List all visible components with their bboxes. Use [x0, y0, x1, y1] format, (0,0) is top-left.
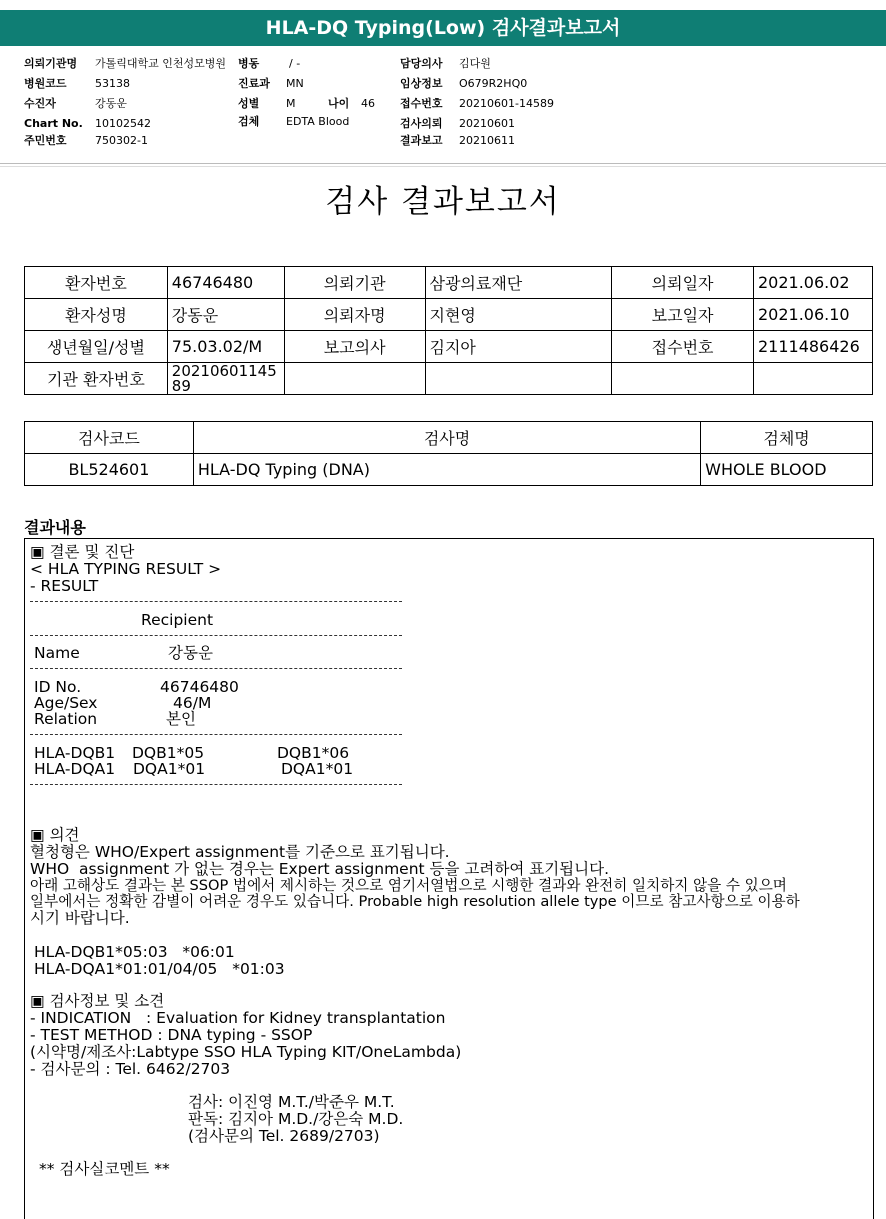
institution-value: 가톨릭대학교 인천성모병원 [95, 57, 227, 70]
header-divider-2 [0, 166, 886, 167]
dqa1-allele-2: DQA1*01 [281, 760, 354, 778]
requesting-org-label: 의뢰기관 [284, 267, 425, 299]
request-date-label: 검사의뢰 [400, 117, 443, 130]
hospital-code-value: 53138 [95, 77, 130, 90]
high-res-dqa1: HLA-DQA1*01:01/04/05 *01:03 [34, 960, 285, 978]
age-sex-value: 46/M [173, 694, 212, 712]
table-header-row [25, 422, 873, 454]
conclusion-heading: ▣ 결론 및 진단 [30, 543, 135, 561]
test-code-header: 검사코드 [25, 422, 194, 454]
hla-dqb1-label: HLA-DQB1 [34, 744, 116, 762]
receipt-value: 20210601-14589 [459, 97, 554, 110]
dashed-divider [30, 734, 402, 735]
patient-name-value: 강동운 [167, 299, 284, 331]
lab-comment-heading: ** 검사실코멘트 ** [39, 1160, 170, 1178]
result-content-box [24, 538, 874, 1219]
patient-no-label: 환자번호 [25, 267, 168, 299]
org-patient-no-label: 기관 환자번호 [25, 363, 168, 395]
report-date-value: 2021.06.10 [753, 299, 872, 331]
table-row [25, 331, 873, 363]
empty-cell [425, 363, 612, 395]
request-date-value: 2021.06.02 [753, 267, 872, 299]
opinion-line-4: 일부에서는 정확한 감별이 어려운 경우도 있습니다. Probable high resolution allele type 이므로 참고사항으로 이용하 [30, 893, 800, 910]
opinion-line-5: 시기 바랍니다. [30, 909, 130, 927]
indication-line: - INDICATION : Evaluation for Kidney transplantation [30, 1009, 446, 1027]
opinion-heading: ▣ 의견 [30, 826, 80, 844]
dashed-divider [30, 668, 402, 669]
relation-label: Relation [34, 710, 98, 728]
dqb1-allele-2: DQB1*06 [277, 744, 350, 762]
doctor-value: 김다원 [459, 57, 491, 70]
contact-line: - 검사문의 : Tel. 6462/2703 [30, 1060, 231, 1078]
request-date-value: 20210601 [459, 117, 515, 130]
reagent-line: (시약명/제조사:Labtype SSO HLA Typing KIT/OneLambda) [30, 1043, 462, 1061]
opinion-line-2: WHO assignment 가 없는 경우는 Expert assignment 등을 고려하여 표기됩니다. [30, 860, 610, 878]
test-info-heading: ▣ 검사정보 및 소견 [30, 992, 165, 1010]
id-value: 750302-1 [95, 134, 148, 147]
specimen-label: 검체 [238, 115, 260, 128]
sex-label: 성별 [238, 97, 260, 110]
test-name-header: 검사명 [193, 422, 700, 454]
patient-info-table [24, 266, 873, 395]
dept-value: MN [286, 77, 304, 90]
requester-label: 의뢰자명 [284, 299, 425, 331]
chart-label: Chart No. [24, 117, 83, 130]
opinion-line-1: 혈청형은 WHO/Expert assignment를 기준으로 표기됩니다. [30, 843, 450, 861]
result-section-label: 결과내용 [24, 518, 86, 537]
result-label: - RESULT [30, 577, 99, 595]
report-date-value: 20210611 [459, 134, 515, 147]
empty-cell [612, 363, 754, 395]
recipient-label: Recipient [141, 611, 214, 629]
ward-label: 병동 [238, 57, 260, 70]
patient-value: 강동운 [95, 97, 127, 110]
report-date-label: 결과보고 [400, 134, 443, 147]
specimen-name-header: 검체명 [701, 422, 873, 454]
reporting-doctor-value: 김지아 [425, 331, 612, 363]
empty-cell [753, 363, 872, 395]
dashed-divider [30, 635, 402, 636]
request-date-label: 의뢰일자 [612, 267, 754, 299]
high-res-dqb1: HLA-DQB1*05:03 *06:01 [34, 943, 235, 961]
org-patient-no-value: 20210601145 89 [167, 363, 284, 395]
id-no-label: ID No. [34, 678, 82, 696]
banner-title: HLA-DQ Typing(Low) 검사결과보고서 [265, 17, 621, 39]
test-info-table [24, 421, 873, 486]
test-method-line: - TEST METHOD : DNA typing - SSOP [30, 1026, 313, 1044]
id-no-value: 46746480 [160, 678, 239, 696]
hla-typing-result-title: < HLA TYPING RESULT > [30, 560, 222, 578]
specimen-value: EDTA Blood [286, 115, 350, 128]
document-title: 검사 결과보고서 [325, 184, 561, 220]
age-sex-label: Age/Sex [34, 694, 98, 712]
clinical-value: O679R2HQ0 [459, 77, 528, 90]
table-row [25, 454, 873, 486]
name-label: Name [34, 644, 80, 662]
table-row [25, 299, 873, 331]
dashed-divider [30, 601, 402, 602]
table-row [25, 363, 873, 395]
dept-label: 진료과 [238, 77, 270, 90]
clinical-label: 임상정보 [400, 77, 443, 90]
patient-no-value: 46746480 [167, 267, 284, 299]
report-banner [0, 10, 886, 46]
age-value: 46 [361, 97, 375, 110]
report-date-label: 보고일자 [612, 299, 754, 331]
ward-value: / - [289, 57, 301, 70]
institution-label: 의뢰기관명 [24, 57, 78, 70]
patient-name-label: 환자성명 [25, 299, 168, 331]
birth-sex-label: 생년월일/성별 [25, 331, 168, 363]
inquiry-line: (검사문의 Tel. 2689/2703) [188, 1127, 380, 1145]
reporting-doctor-label: 보고의사 [284, 331, 425, 363]
patient-label: 수진자 [24, 97, 56, 110]
dashed-divider [30, 784, 402, 785]
specimen-name-value: WHOLE BLOOD [701, 454, 873, 486]
header-divider [0, 163, 886, 164]
age-label: 나이 [328, 97, 350, 110]
birth-sex-value: 75.03.02/M [167, 331, 284, 363]
receipt-label: 접수번호 [400, 97, 443, 110]
name-value: 강동운 [168, 644, 213, 662]
doctor-label: 담당의사 [400, 57, 443, 70]
receipt-no-label: 접수번호 [612, 331, 754, 363]
table-row [25, 267, 873, 299]
hla-dqa1-label: HLA-DQA1 [34, 760, 116, 778]
chart-value: 10102542 [95, 117, 151, 130]
examiner-line: 검사: 이진영 M.T./박준우 M.T. [188, 1093, 395, 1111]
reader-line: 판독: 김지아 M.D./강은숙 M.D. [188, 1110, 404, 1128]
test-code-value: BL524601 [25, 454, 194, 486]
id-label: 주민번호 [24, 134, 67, 147]
dqa1-allele-1: DQA1*01 [133, 760, 206, 778]
empty-cell [284, 363, 425, 395]
sex-value: M [286, 97, 296, 110]
receipt-no-value: 2111486426 [753, 331, 872, 363]
hospital-code-label: 병원코드 [24, 77, 67, 90]
opinion-line-3: 아래 고해상도 결과는 본 SSOP 법에서 제시하는 것으로 염기서열법으로 시행한 결과와 완전히 일치하지 않을 수 있으며 [30, 877, 787, 894]
relation-value: 본인 [166, 710, 196, 728]
test-name-value: HLA-DQ Typing (DNA) [193, 454, 700, 486]
requester-value: 지현영 [425, 299, 612, 331]
requesting-org-value: 삼광의료재단 [425, 267, 612, 299]
dqb1-allele-1: DQB1*05 [132, 744, 205, 762]
